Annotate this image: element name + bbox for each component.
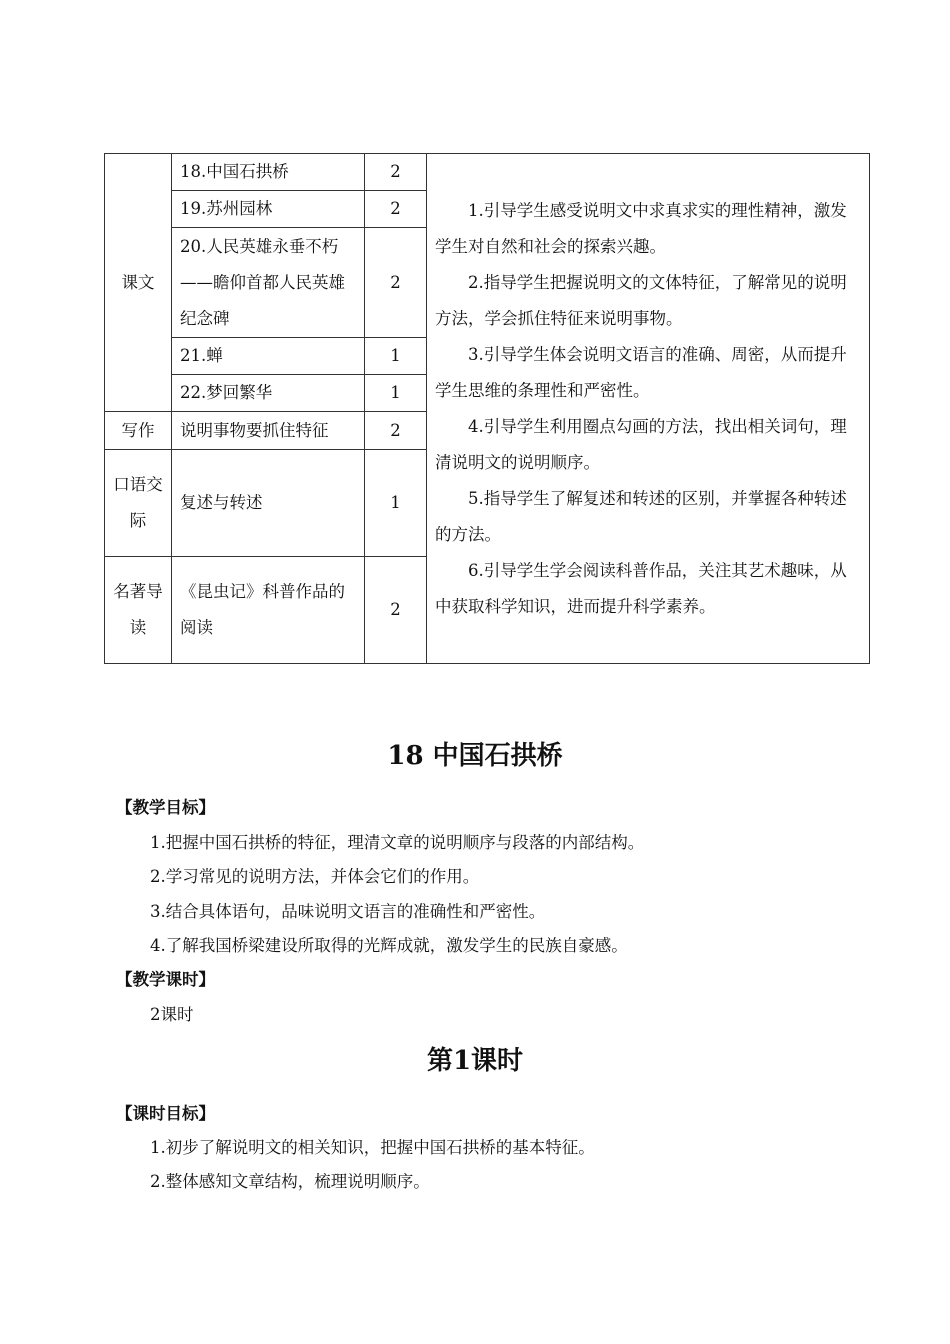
unit-goals	[427, 154, 870, 664]
period-goal: 1.初步了解说明文的相关知识，把握中国石拱桥的基本特征。	[150, 1138, 595, 1157]
reading-hours: 2	[365, 557, 427, 664]
category-reading: 名著导读	[105, 557, 172, 664]
lesson-name: 19.苏州园林	[172, 191, 365, 228]
teaching-goal: 2.学习常见的说明方法，并体会它们的作用。	[150, 867, 480, 886]
lesson-name: 21.蝉	[172, 338, 365, 375]
lesson-hours: 1	[365, 375, 427, 412]
teaching-goal: 1.把握中国石拱桥的特征，理清文章的说明顺序与段落的内部结构。	[150, 833, 645, 852]
category-speaking: 口语交际	[105, 450, 172, 557]
unit-plan-table	[104, 153, 870, 664]
lesson-hours: 1	[365, 338, 427, 375]
period-goal: 2.整体感知文章结构，梳理说明顺序。	[150, 1172, 430, 1191]
table-row	[105, 154, 870, 191]
lesson-name: 22.梦回繁华	[172, 375, 365, 412]
writing-name: 说明事物要抓住特征	[172, 412, 365, 450]
speaking-name: 复述与转述	[172, 450, 365, 557]
unit-goal: 1.引导学生感受说明文中求真求实的理性精神，激发学生对自然和社会的探索兴趣。	[435, 200, 847, 256]
reading-name: 《昆虫记》科普作品的阅读	[172, 557, 365, 664]
speaking-hours: 1	[365, 450, 427, 557]
teaching-hours-label: 【教学课时】	[116, 970, 215, 989]
lesson-hours: 2	[365, 154, 427, 191]
lesson-hours: 2	[365, 228, 427, 338]
unit-goal: 4.引导学生利用圈点勾画的方法，找出相关词句，理清说明文的说明顺序。	[435, 416, 847, 472]
lesson-hours: 2	[365, 191, 427, 228]
writing-hours: 2	[365, 412, 427, 450]
period-goals-label: 【课时目标】	[116, 1104, 215, 1123]
unit-goal: 3.引导学生体会说明文语言的准确、周密，从而提升学生思维的条理性和严密性。	[435, 344, 847, 400]
teaching-goal: 4.了解我国桥梁建设所取得的光辉成就，激发学生的民族自豪感。	[150, 936, 628, 955]
teaching-hours-value: 2课时	[150, 1005, 194, 1024]
lesson-name: 18.中国石拱桥	[172, 154, 365, 191]
unit-goal: 2.指导学生把握说明文的文体特征，了解常见的说明方法，学会抓住特征来说明事物。	[435, 272, 847, 328]
category-text: 课文	[105, 154, 172, 412]
unit-goal: 6.引导学生学会阅读科普作品，关注其艺术趣味，从中获取科学知识，进而提升科学素养。	[435, 560, 847, 616]
lesson-title: 18 中国石拱桥	[387, 741, 563, 771]
category-writing: 写作	[105, 412, 172, 450]
period-title: 第1课时	[426, 1046, 524, 1076]
unit-goal: 5.指导学生了解复述和转述的区别，并掌握各种转述的方法。	[435, 488, 847, 544]
teaching-goal: 3.结合具体语句，品味说明文语言的准确性和严密性。	[150, 902, 546, 921]
teaching-goals-label: 【教学目标】	[116, 798, 215, 817]
lesson-name: 20.人民英雄永垂不朽——瞻仰首都人民英雄纪念碑	[172, 228, 365, 338]
